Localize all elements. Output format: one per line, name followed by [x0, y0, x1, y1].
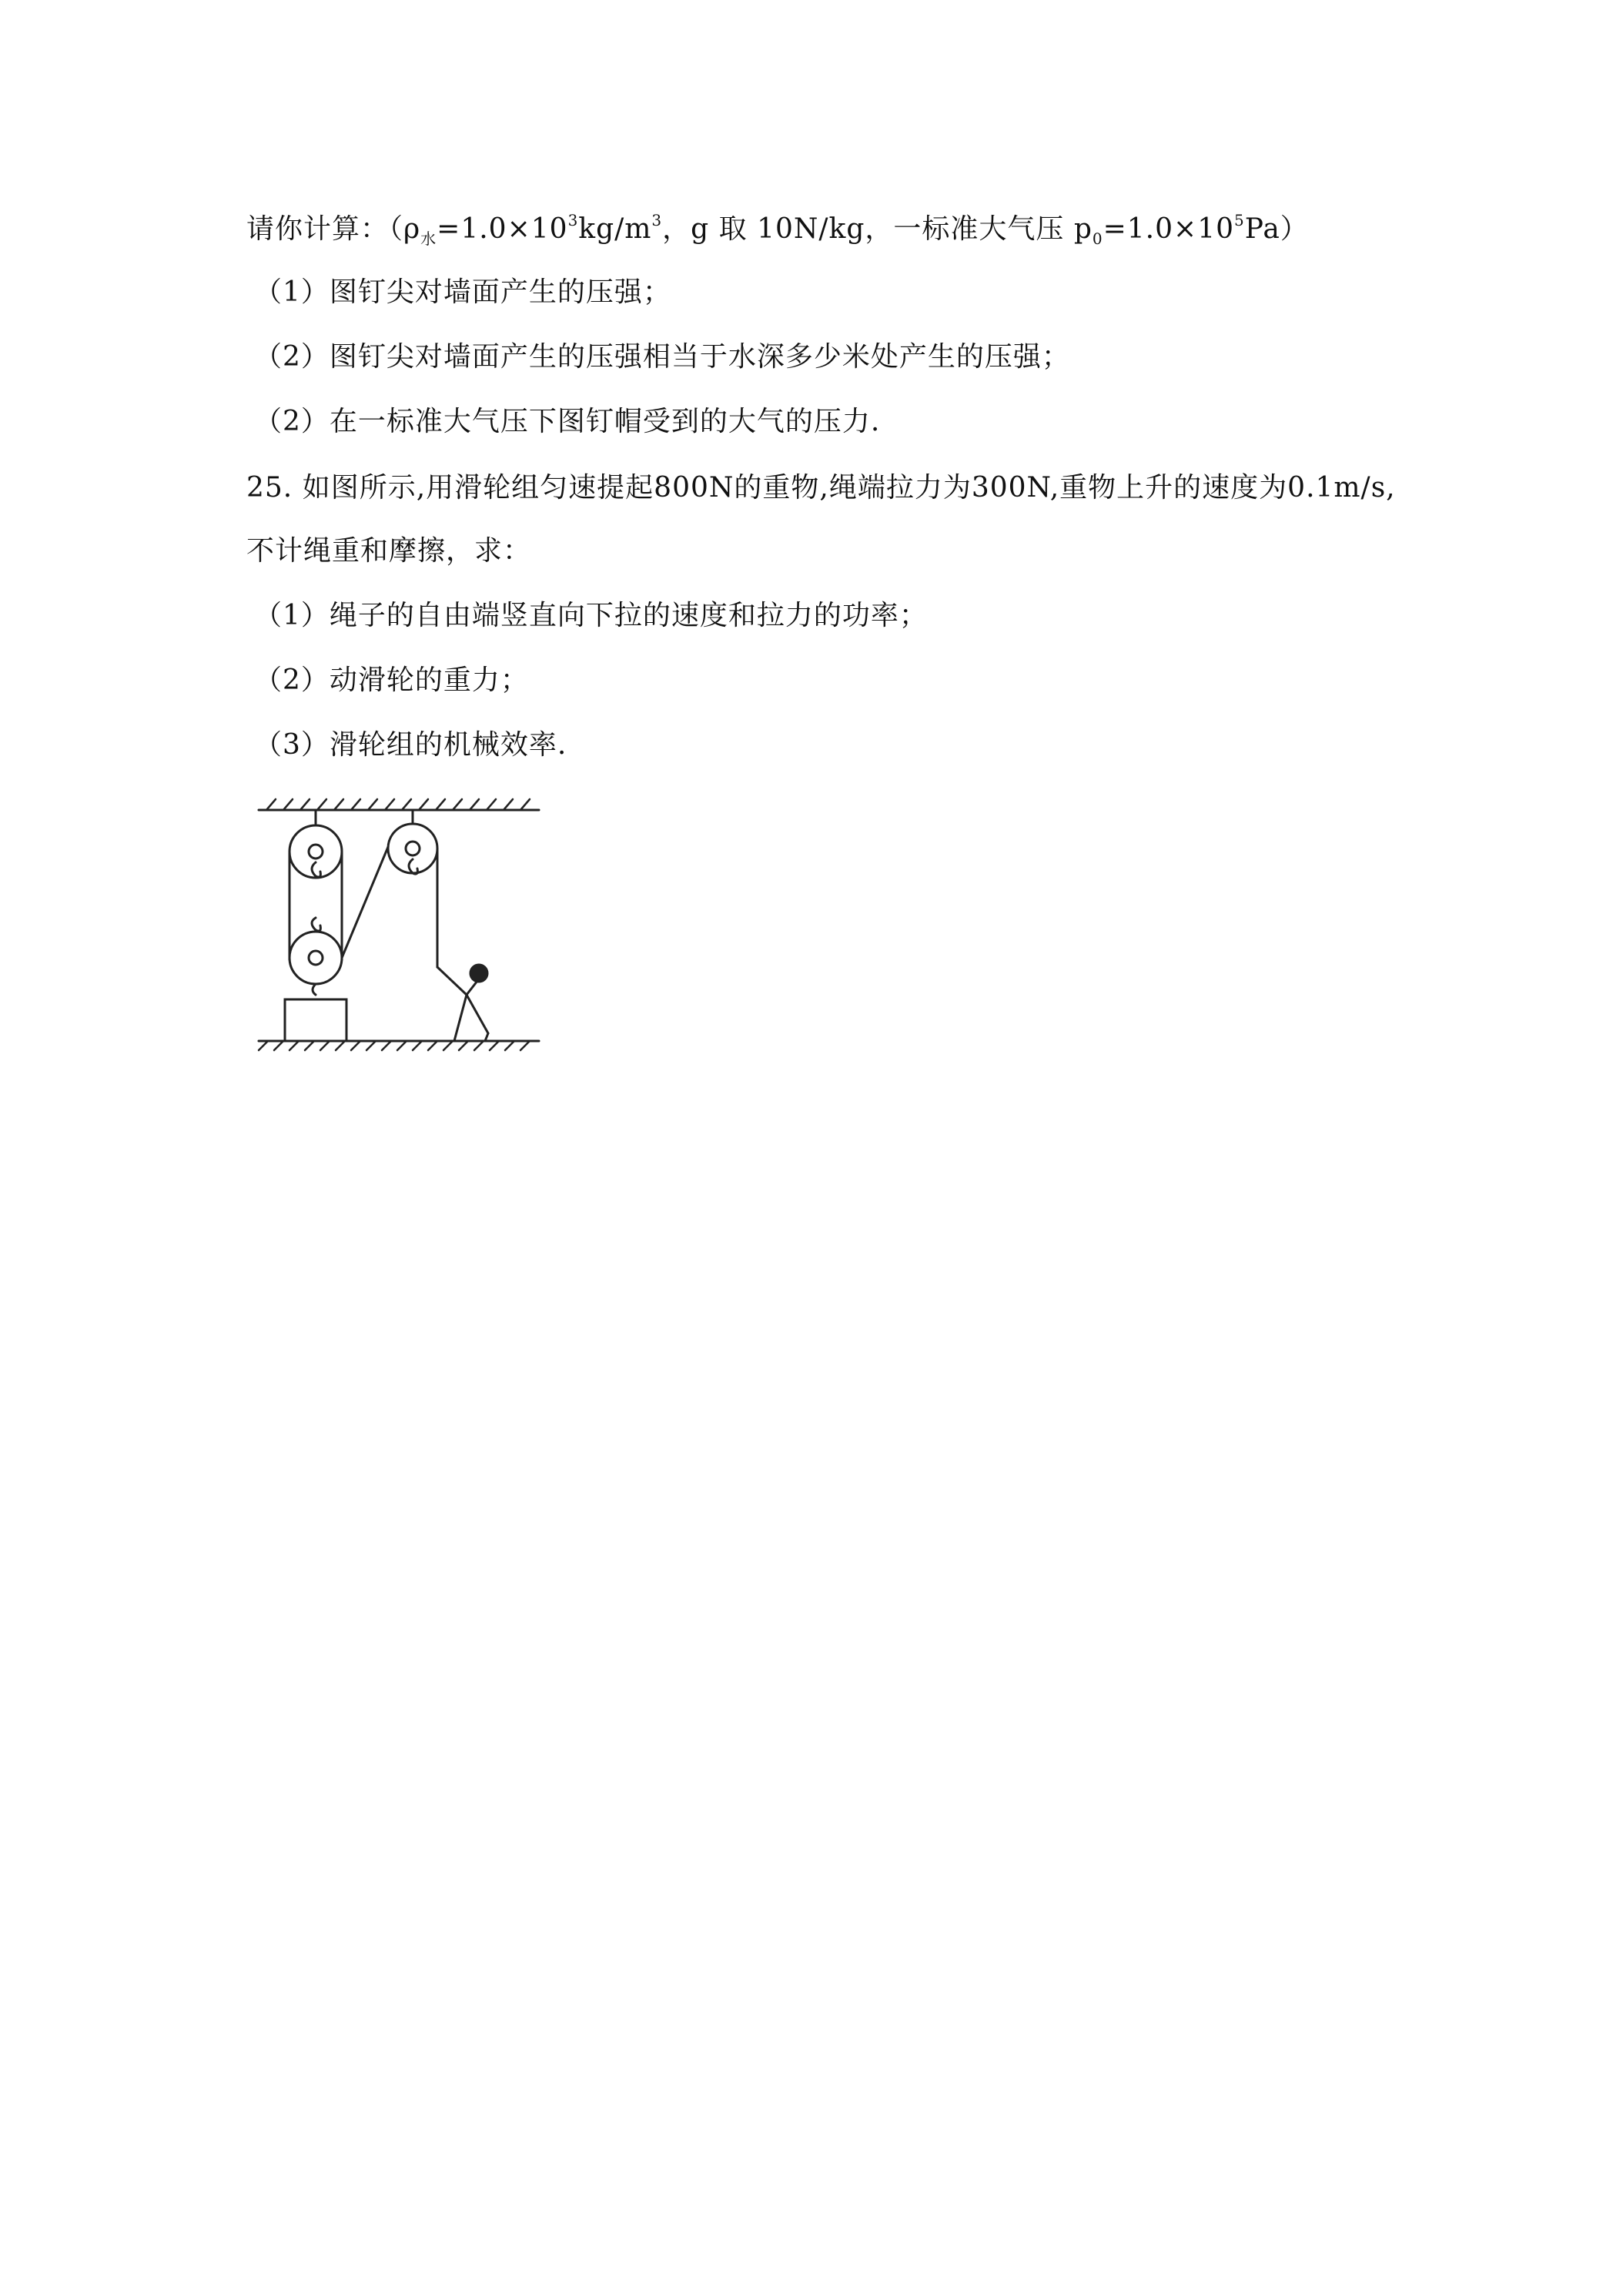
- rho-unit: kg/m: [578, 213, 652, 245]
- intro-line: [246, 213, 1309, 246]
- q25-item-3: （3）滑轮组的机械效率.: [254, 729, 567, 761]
- p-exponent: 5: [1234, 211, 1245, 229]
- floor-hatching: [259, 1041, 530, 1050]
- left-fixed-pulley: [289, 825, 342, 878]
- rho-value: =1.0×10: [437, 213, 568, 245]
- q25-line-1: [246, 471, 1396, 505]
- rope-cross: [342, 847, 388, 958]
- q25-item-1: （1）绳子的自由端竖直向下拉的速度和拉力的功率；: [254, 600, 928, 631]
- q25-item-2: （2）动滑轮的重力；: [254, 664, 529, 696]
- ceiling-hatching: [266, 799, 530, 810]
- rho-unit-exponent: 3: [651, 211, 663, 229]
- rho-exponent: 3: [567, 211, 579, 229]
- rho-subscript: 水: [420, 229, 437, 248]
- intro-tail: Pa）: [1244, 213, 1309, 245]
- q24-item-2: （2）图钉尖对墙面产生的压强相当于水深多少米处产生的压强；: [254, 341, 1070, 373]
- intro-lead: 请你计算：（ρ: [246, 213, 421, 245]
- person-head: [470, 965, 487, 982]
- q24-item-1: （1）图钉尖对墙面产生的压强；: [254, 276, 671, 308]
- p-value: =1.0×10: [1103, 213, 1234, 245]
- weight-block: [285, 999, 346, 1041]
- p-subscript: 0: [1092, 229, 1103, 248]
- q25-line-2: 不计绳重和摩擦，求：: [246, 535, 532, 567]
- q25-number: 25.: [246, 472, 293, 504]
- q24-item-3: （2）在一标准大气压下图钉帽受到的大气的压力.: [254, 406, 881, 437]
- q25-stem: 如图所示,用滑轮组匀速提起800N的重物,绳端拉力为300N,重物上升的速度为0.1m/s,: [302, 472, 1396, 504]
- pulley-system-figure: [253, 784, 548, 1052]
- movable-pulley: [289, 932, 342, 984]
- intro-middle: ，g 取 10N/kg，一标准大气压 p: [662, 213, 1093, 245]
- right-fixed-pulley: [388, 824, 437, 873]
